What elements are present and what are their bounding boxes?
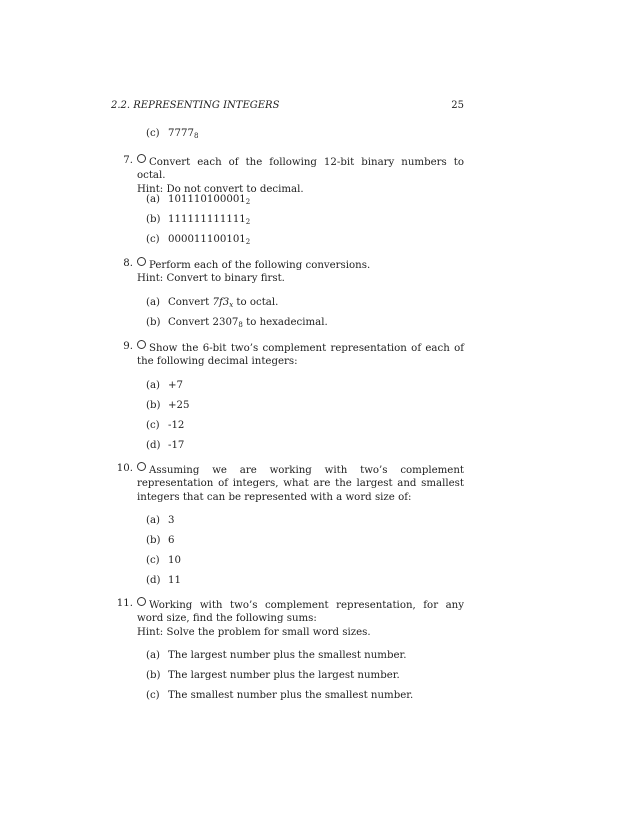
problem-text: Convert each of the following 12-bit binary numbers to octal. <box>137 157 464 182</box>
list-item <box>146 419 184 432</box>
problem-text: Show the 6-bit two’s complement representation of each of the following decimal integers: <box>137 343 464 368</box>
item-text: -12 <box>168 420 185 431</box>
item-text: 2307 <box>212 317 239 328</box>
problem-10 <box>111 462 464 504</box>
list-item <box>146 127 198 141</box>
item-label: (c) <box>146 128 160 139</box>
item-text: 8 <box>238 321 243 329</box>
item-text: 2 <box>245 238 251 246</box>
difficulty-marker-icon <box>137 340 146 349</box>
item-text: 10 <box>168 555 181 566</box>
list-item <box>146 689 413 702</box>
problem-hint: Hint: Solve the problem for small word sizes. <box>137 626 371 638</box>
list-item <box>146 534 174 547</box>
item-label: (b) <box>146 535 161 546</box>
item-label: (c) <box>146 690 160 701</box>
item-text: Convert <box>168 297 213 308</box>
item-label: (a) <box>146 194 161 205</box>
problem-hint: Hint: Convert to binary first. <box>137 273 285 285</box>
problem-number: 11. <box>116 598 133 609</box>
running-header <box>111 99 464 112</box>
item-text: -17 <box>168 440 185 451</box>
page-number: 25 <box>451 100 464 111</box>
item-text: 11 <box>168 575 181 586</box>
item-label: (a) <box>146 515 161 526</box>
item-label: (a) <box>146 380 161 391</box>
item-text: +7 <box>168 380 184 391</box>
item-text: The smallest number plus the smallest number. <box>168 690 414 701</box>
list-item <box>146 669 400 682</box>
item-text: The largest number plus the largest number. <box>168 670 400 681</box>
item-text: 6 <box>168 535 175 546</box>
item-text: 000011100101 <box>168 234 246 245</box>
item-label: (d) <box>146 440 161 451</box>
section-title: 2.2. REPRESENTING INTEGERS <box>111 100 280 111</box>
item-label: (c) <box>146 555 160 566</box>
list-item <box>146 233 250 247</box>
list-item <box>146 316 328 330</box>
item-text: 2 <box>245 218 251 226</box>
item-label: (b) <box>146 317 161 328</box>
problem-7 <box>111 154 464 196</box>
item-label: (b) <box>146 400 161 411</box>
difficulty-marker-icon <box>137 257 146 266</box>
item-text: 8 <box>193 132 199 140</box>
list-item <box>146 649 407 662</box>
item-text: x <box>229 301 234 309</box>
problem-text: Perform each of the following conversions. <box>149 260 371 271</box>
item-text: Convert <box>168 317 213 328</box>
item-label: (c) <box>146 234 160 245</box>
problem-9 <box>111 340 464 369</box>
item-label: (d) <box>146 575 161 586</box>
item-text: to hexadecimal. <box>242 317 328 328</box>
problem-number: 10. <box>116 463 133 474</box>
list-item <box>146 554 181 567</box>
difficulty-marker-icon <box>137 154 146 163</box>
item-text: 3 <box>168 515 175 526</box>
list-item <box>146 399 190 412</box>
problem-number: 8. <box>123 258 133 269</box>
item-label: (b) <box>146 670 161 681</box>
item-text: 7f3 <box>212 297 230 308</box>
problem-text: Assuming we are working with two’s complement representation of integers, what are the largest and smallest integers that can be represented with a word size of: <box>137 465 464 503</box>
item-label: (a) <box>146 650 161 661</box>
problem-11 <box>111 597 464 639</box>
list-item <box>146 296 278 310</box>
list-item <box>146 193 250 207</box>
item-label: (c) <box>146 420 160 431</box>
list-item <box>146 514 174 527</box>
item-text: The largest number plus the smallest number. <box>168 650 407 661</box>
problem-8 <box>111 257 464 286</box>
list-item <box>146 213 250 227</box>
problem-number: 9. <box>123 341 133 352</box>
list-item <box>146 574 181 587</box>
item-label: (b) <box>146 214 161 225</box>
difficulty-marker-icon <box>137 597 146 606</box>
item-text: to octal. <box>233 297 279 308</box>
list-item <box>146 379 183 392</box>
item-label: (a) <box>146 297 161 308</box>
item-text: 7777 <box>168 128 194 139</box>
problem-text: Working with two’s complement representation, for any word size, find the following sums: <box>137 600 464 625</box>
problem-hint: Hint: Do not convert to decimal. <box>137 183 304 195</box>
difficulty-marker-icon <box>137 462 146 471</box>
list-item <box>146 439 184 452</box>
item-text: +25 <box>168 400 190 411</box>
item-text: 2 <box>245 198 251 206</box>
item-text: 111111111111 <box>168 214 246 225</box>
item-text: 101110100001 <box>168 194 246 205</box>
problem-number: 7. <box>123 155 133 166</box>
